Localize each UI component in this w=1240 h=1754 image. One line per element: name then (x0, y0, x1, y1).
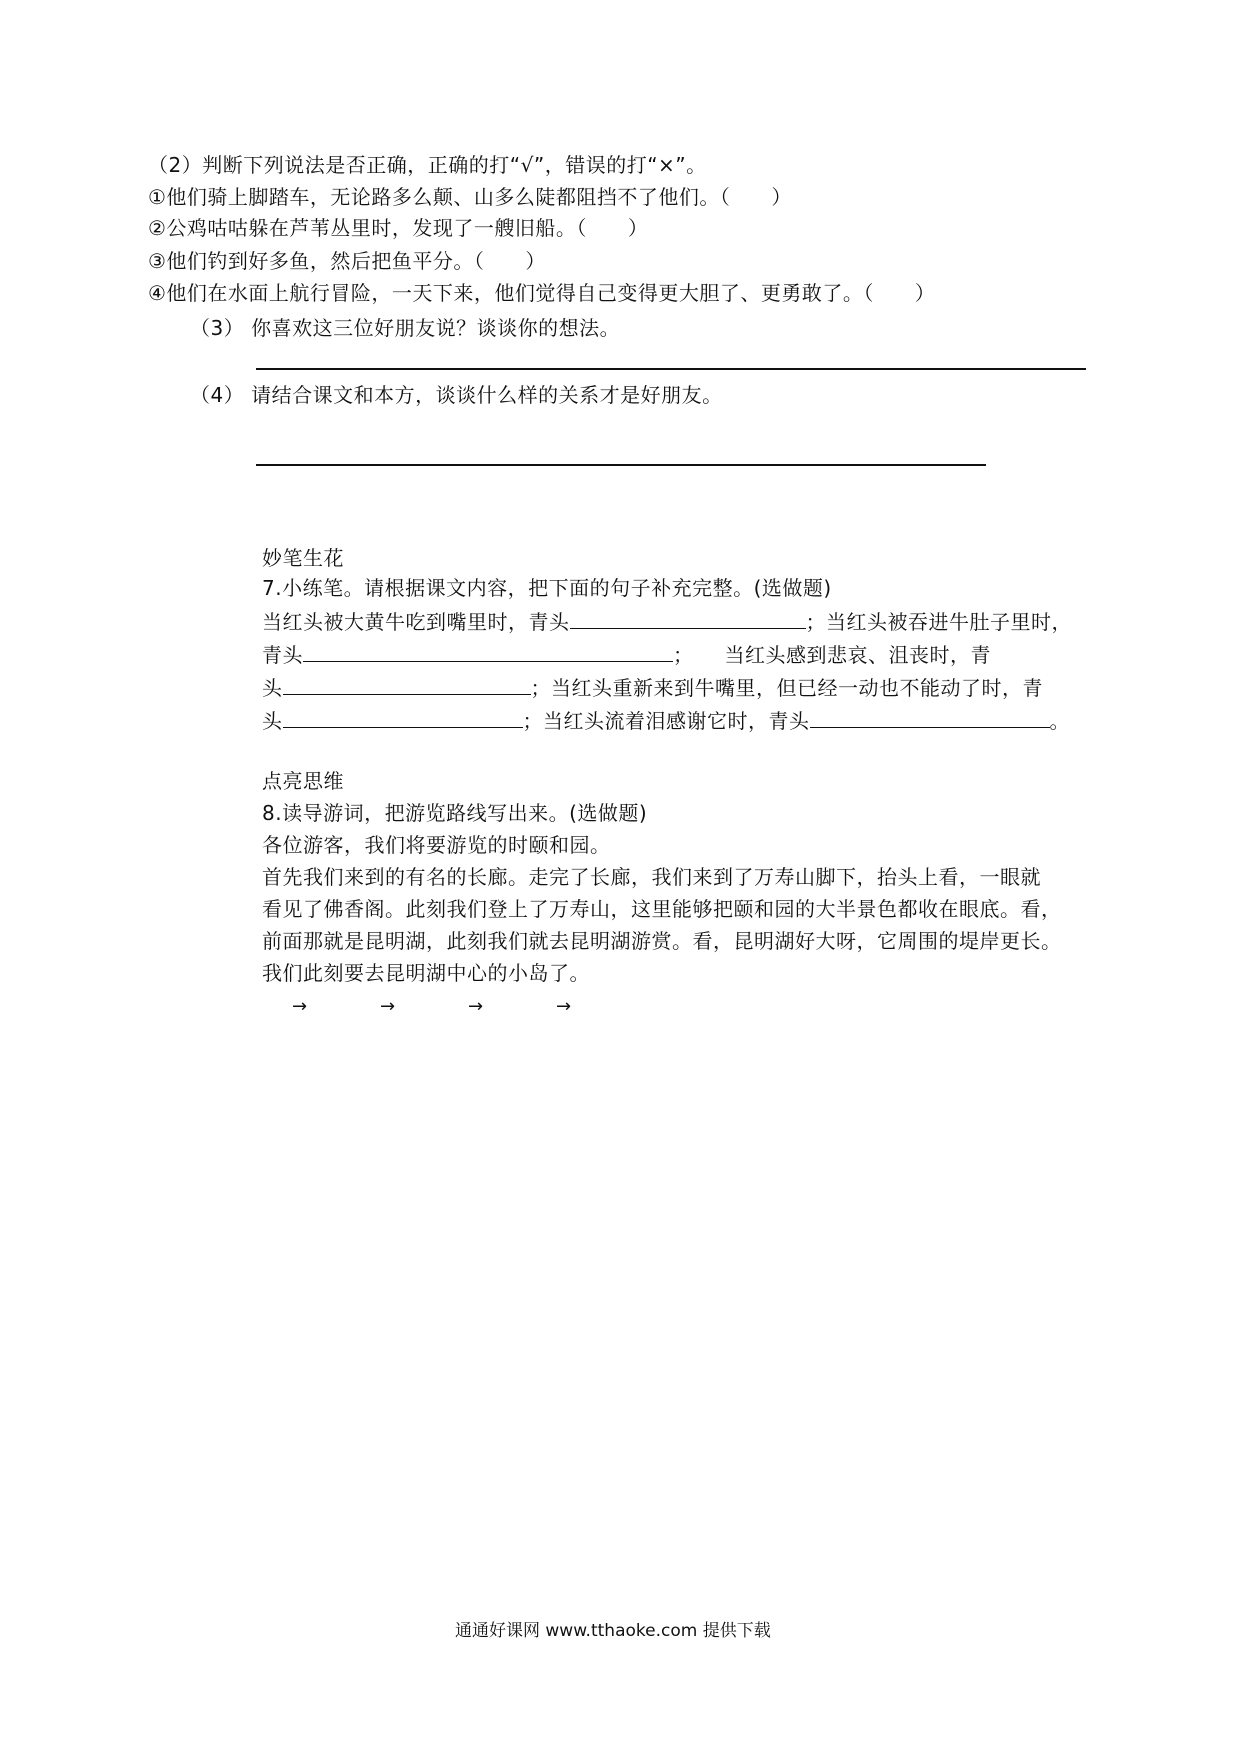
fill-text-4b: ；当红头流着泪感谢它时，青头 (522, 709, 810, 733)
fill-text-1a: 当红头被大黄牛吃到嘴里时，青头 (262, 610, 570, 634)
fill-text-2a: 青头 (262, 643, 303, 667)
q2-title: （2）判断下列说法是否正确，正确的打“√”，错误的打“×”。 (148, 153, 707, 177)
q3-answer-line[interactable] (256, 368, 1086, 370)
section8-title: 8.读导游词，把游览路线写出来。(选做题) (262, 801, 648, 825)
route-arrow-1: → (292, 996, 308, 1017)
section7-heading: 妙笔生花 (262, 546, 344, 570)
guide-paragraph-5: 我们此刻要去昆明湖中心的小岛了。 (262, 961, 590, 985)
q4-text: （4） 请结合课文和本方，谈谈什么样的关系才是好朋友。 (190, 383, 723, 407)
blank-4[interactable] (283, 705, 523, 728)
fill-text-4c: 。 (1049, 709, 1070, 733)
blank-3[interactable] (283, 672, 531, 695)
guide-paragraph-1: 各位游客，我们将要游览的时颐和园。 (262, 833, 611, 857)
route-arrow-2: → (380, 996, 396, 1017)
fill-line-2 (262, 639, 991, 668)
fill-line-4 (262, 705, 1070, 734)
blank-1[interactable] (570, 606, 806, 629)
fill-text-2b: ； 当红头感到悲哀、沮丧时，青 (673, 643, 991, 667)
route-arrow-4: → (556, 996, 572, 1017)
judge-item-1: ①他们骑上脚踏车，无论路多么颠、山多么陡都阻挡不了他们。（ ） (148, 185, 792, 209)
fill-text-4a: 头 (262, 709, 283, 733)
page-footer: 通通好课网 www.tthaoke.com 提供下载 (455, 1621, 771, 1641)
fill-text-3b: ；当红头重新来到牛嘴里，但已经一动也不能动了时，青 (530, 676, 1043, 700)
judge-item-4: ④他们在水面上航行冒险，一天下来，他们觉得自己变得更大胆了、更勇敢了。（ ） (148, 281, 936, 305)
guide-paragraph-4: 前面那就是昆明湖，此刻我们就去昆明湖游赏。看，昆明湖好大呀，它周围的堤岸更长。 (262, 929, 1062, 953)
fill-text-1b: ；当红头被吞进牛肚子里时， (805, 610, 1072, 634)
guide-paragraph-2: 首先我们来到的有名的长廊。走完了长廊，我们来到了万寿山脚下，抬头上看，一眼就 (262, 865, 1041, 889)
q4-answer-line[interactable] (256, 464, 986, 466)
section8-heading: 点亮思维 (262, 769, 344, 793)
fill-line-1 (262, 606, 1072, 635)
judge-item-3: ③他们钓到好多鱼，然后把鱼平分。（ ） (148, 249, 546, 273)
q3-text: （3） 你喜欢这三位好朋友说？谈谈你的想法。 (190, 316, 621, 340)
route-arrow-3: → (468, 996, 484, 1017)
section7-title: 7.小练笔。请根据课文内容，把下面的句子补充完整。(选做题) (262, 576, 832, 600)
judge-item-2: ②公鸡咕咕躲在芦苇丛里时，发现了一艘旧船。（ ） (148, 216, 649, 240)
blank-5[interactable] (810, 705, 1050, 728)
fill-line-3 (262, 672, 1043, 701)
blank-2[interactable] (303, 639, 673, 662)
fill-text-3a: 头 (262, 676, 283, 700)
guide-paragraph-3: 看见了佛香阁。此刻我们登上了万寿山，这里能够把颐和园的大半景色都收在眼底。看， (262, 897, 1062, 921)
